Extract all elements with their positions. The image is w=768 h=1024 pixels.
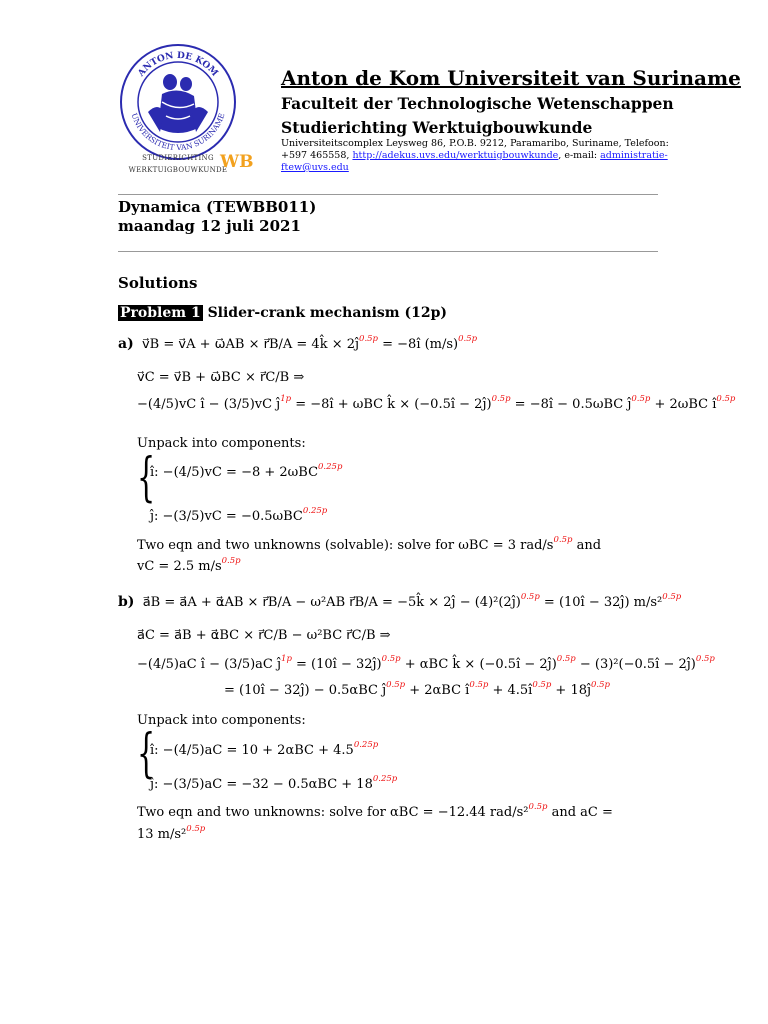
eq-text: Two eqn and two unknowns: solve for αBC = −12.44 rad/s² — [137, 805, 529, 820]
university-title: Anton de Kom Universiteit van Suriname — [281, 66, 741, 90]
points-mark: 0.5p — [553, 535, 573, 545]
points-mark: 0.5p — [221, 556, 241, 566]
eq-text: = (10î − 32ĵ) m/s² — [539, 595, 663, 610]
email-label: , e-mail: — [558, 150, 598, 161]
eq-text: + αBC k̂ × (−0.5î − 2ĵ) — [400, 657, 557, 672]
logo-caption-line-1: STUDIERICHTING — [142, 154, 214, 162]
points-mark: 0.25p — [353, 740, 379, 750]
points-mark: 0.5p — [556, 654, 576, 664]
eq-text: = −8î + ωBC k̂ × (−0.5î − 2ĵ) — [291, 397, 492, 412]
part-b-unpack: Unpack into components: — [137, 713, 306, 728]
eq-text: î: −(4/5)vC = −8 + 2ωBC — [150, 465, 319, 480]
eq-text: −(4/5)vC î − (3/5)vC ĵ — [137, 397, 281, 412]
faculty-title: Faculteit der Technologische Wetenschappen — [281, 94, 674, 113]
eq-text: + 18ĵ — [551, 683, 592, 698]
points-mark: 0.5p — [186, 824, 206, 834]
problem-tag: Problem 1 — [120, 305, 201, 321]
part-a-result1 — [137, 535, 601, 553]
university-seal-logo — [118, 42, 238, 162]
points-mark: 0.25p — [318, 462, 343, 472]
points-mark: 0.5p — [716, 394, 736, 404]
eq-text: v⃗B = v⃗A + ω⃗AB × r⃗B/A = 4k̂ × 2ĵ — [141, 337, 360, 352]
problem-heading — [118, 305, 447, 321]
divider-bottom — [118, 251, 658, 252]
logo-text-bottom: UNIVERSITEIT VAN SURINAME — [129, 111, 227, 153]
logo-caption-line-2: WERKTUIGBOUWKUNDE — [128, 166, 228, 174]
part-a-comp2 — [150, 506, 327, 524]
part-b-comp1 — [150, 740, 378, 758]
part-a-label: a) — [118, 336, 134, 352]
eq-text: î: −(4/5)aC = 10 + 2αBC + 4.5 — [150, 743, 354, 758]
part-a-eq3 — [137, 394, 735, 412]
eq-text: = −8î (m/s) — [378, 337, 459, 352]
points-mark: 0.5p — [381, 654, 401, 664]
course-block — [118, 198, 316, 236]
department-title: Studierichting Werktuigbouwkunde — [281, 118, 593, 137]
points-mark: 0.5p — [528, 802, 548, 812]
points-mark: 0.5p — [591, 680, 610, 690]
points-mark: 1p — [280, 394, 292, 404]
solutions-heading: Solutions — [118, 274, 198, 292]
eq-text: ĵ: −(3/5)aC = −32 − 0.5αBC + 18 — [150, 777, 373, 792]
brace: { — [137, 448, 156, 508]
logo-text-top: ANTON DE KOM — [136, 50, 220, 79]
eq-text: = (10î − 32ĵ) — [291, 657, 382, 672]
part-a-eq1 — [118, 334, 477, 352]
part-b-eq3 — [137, 654, 715, 672]
eq-text: a⃗B = a⃗A + α⃗AB × r⃗B/A − ω²AB r⃗B/A = −5k̂ × 2ĵ − (4)²(2ĵ) — [142, 595, 521, 610]
part-b-comp2 — [150, 774, 397, 792]
part-b-result1 — [137, 802, 613, 820]
eq-text: − (3)²(−0.5î − 2ĵ) — [575, 657, 696, 672]
points-mark: 0.5p — [631, 394, 651, 404]
points-mark: 0.25p — [302, 506, 328, 516]
part-b-eq4 — [224, 680, 610, 698]
part-a-result2 — [137, 556, 241, 574]
problem-title: Slider-crank mechanism (12p) — [207, 305, 447, 321]
address-block — [281, 138, 671, 174]
points-mark: 0.5p — [469, 680, 489, 690]
points-mark: 0.5p — [532, 680, 552, 690]
eq-text: Two eqn and two unknowns (solvable): solve for ωBC = 3 rad/s — [137, 538, 554, 553]
wb-mark: WB — [220, 152, 254, 172]
brace: { — [137, 724, 156, 784]
eq-text: + 2ωBC î — [650, 397, 717, 412]
part-b-result2 — [137, 824, 205, 842]
eq-text: −(4/5)aC î − (3/5)aC ĵ — [137, 657, 282, 672]
points-mark: 0.5p — [662, 592, 682, 602]
part-b-eq2: a⃗C = a⃗B + α⃗BC × r⃗C/B − ω²BC r⃗C/B ⇒ — [137, 628, 391, 643]
divider-top — [118, 194, 658, 195]
points-mark: 0.5p — [359, 334, 378, 344]
part-a-comp1 — [150, 462, 342, 480]
part-b-label: b) — [118, 594, 135, 610]
points-mark: 0.5p — [695, 654, 715, 664]
address-text: Universiteitscomplex Leysweg 86, P.O.B. 9212, Paramaribo, Suriname, Telefoon: +597 465558, — [281, 138, 669, 161]
part-b-eq1 — [118, 592, 681, 610]
eq-text: + 2αBC î — [405, 683, 470, 698]
eq-text: = (10î − 32ĵ) − 0.5αBC ĵ — [224, 683, 387, 698]
eq-text: and — [572, 538, 602, 553]
points-mark: 0.25p — [372, 774, 398, 784]
eq-text: ĵ: −(3/5)vC = −0.5ωBC — [150, 509, 303, 524]
part-a-eq2: v⃗C = v⃗B + ω⃗BC × r⃗C/B ⇒ — [137, 370, 305, 385]
points-mark: 0.5p — [491, 394, 511, 404]
points-mark: 1p — [281, 654, 292, 664]
eq-text: vC = 2.5 m/s — [137, 559, 222, 574]
part-a-unpack: Unpack into components: — [137, 436, 306, 451]
course-date: maandag 12 juli 2021 — [118, 217, 301, 235]
email-link[interactable]: administratie-ftew@uvs.edu — [281, 150, 668, 173]
website-link[interactable]: http://adekus.uvs.edu/werktuigbouwkunde — [352, 150, 559, 161]
eq-text: 13 m/s² — [137, 827, 187, 842]
points-mark: 0.5p — [520, 592, 540, 602]
course-title: Dynamica (TEWBB011) — [118, 198, 317, 216]
eq-text: and aC = — [547, 805, 613, 820]
eq-text: = −8î − 0.5ωBC ĵ — [510, 397, 632, 412]
points-mark: 0.5p — [458, 334, 478, 344]
eq-text: + 4.5î — [488, 683, 533, 698]
points-mark: 0.5p — [386, 680, 406, 690]
